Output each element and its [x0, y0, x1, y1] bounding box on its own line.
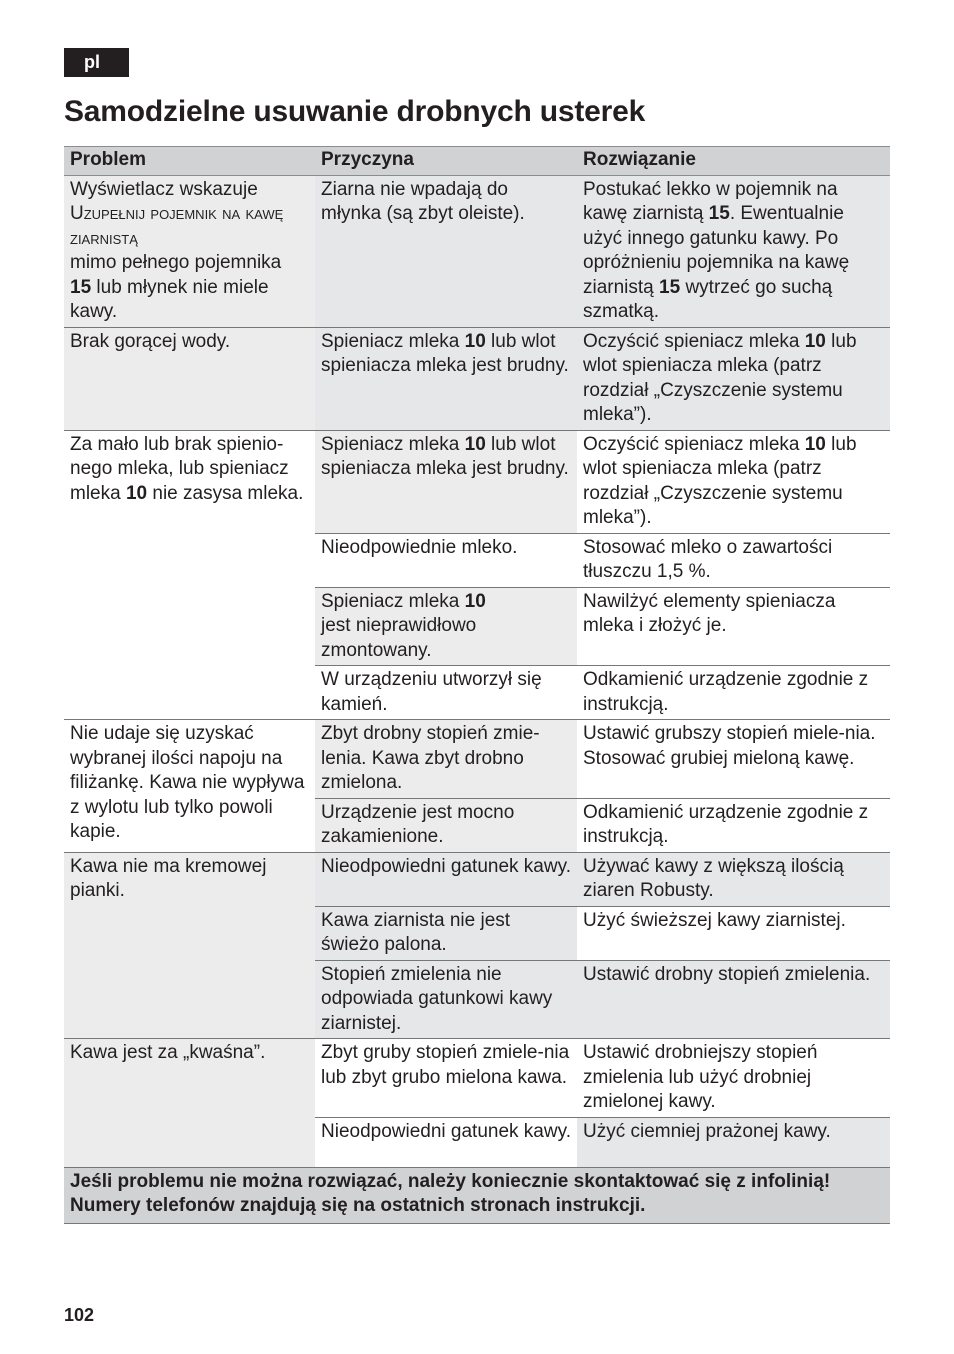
cause-cell [315, 430, 577, 533]
solution-text: wytrzeć go suchą szmatką. [583, 276, 833, 322]
problem-cell: Brak gorącej wody. [64, 327, 315, 430]
cause-cell: Zbyt drobny stopień zmie-lenia. Kawa zbyt drobno zmielona. [315, 720, 577, 799]
table-header-row [64, 147, 890, 176]
cause-text: Spieniacz mleka [321, 330, 465, 352]
solution-cell: Użyć świeższej kawy ziarnistej. [577, 906, 890, 960]
problem-cell: Kawa jest za „kwaśna”. [64, 1039, 315, 1168]
cause-cell: Nieodpowiedni gatunek kawy. [315, 1117, 577, 1167]
problem-cell [64, 430, 315, 720]
solution-cell: Użyć ciemniej prażonej kawy. [577, 1117, 890, 1167]
header-solution: Rozwiązanie [577, 147, 890, 176]
part-number: 15 [708, 203, 730, 224]
footer-note-line: Jeśli problemu nie można rozwiązać, należy koniecznie skontaktować się z infolinią! [70, 1170, 831, 1192]
solution-cell: Ustawić grubszy stopień miele-nia. Stosować grubiej mieloną kawę. [577, 720, 890, 799]
solution-cell [577, 327, 890, 430]
cause-cell: Kawa ziarnista nie jest świeżo palona. [315, 906, 577, 960]
problem-text: Wyświetlacz wskazuje [70, 178, 258, 200]
table-row [64, 1039, 890, 1118]
cause-cell: W urządzeniu utworzył się kamień. [315, 666, 577, 720]
solution-text: lub wlot spieniacza mleka (patrz rozdział „Czyszczenie systemu mleka”). [583, 433, 857, 528]
part-number: 10 [464, 590, 486, 612]
cause-cell [315, 587, 577, 666]
problem-text: lub młynek nie miele kawy. [70, 276, 269, 322]
solution-text: Postukać lekko w pojemnik na kawę ziarnistą [583, 178, 838, 224]
language-tab: pl [64, 48, 129, 77]
solution-cell [577, 430, 890, 533]
cause-cell [315, 327, 577, 430]
footer-note-row [64, 1167, 890, 1223]
part-number: 10 [464, 330, 486, 352]
cause-cell: Stopień zmielenia nie odpowiada gatunkowi kawy ziarnistej. [315, 960, 577, 1039]
table-row [64, 852, 890, 906]
solution-cell [577, 175, 890, 327]
cause-cell: Ziarna nie wpadają do młynka (są zbyt oleiste). [315, 175, 577, 327]
problem-text: mimo pełnego pojemnika [70, 252, 282, 273]
cause-cell: Nieodpowiedni gatunek kawy. [315, 852, 577, 906]
table-row [64, 720, 890, 799]
solution-cell: Odkamienić urządzenie zgodnie z instrukcją. [577, 798, 890, 852]
cause-cell: Urządzenie jest mocno zakamienione. [315, 798, 577, 852]
part-number: 10 [804, 433, 826, 455]
problem-cell: Kawa nie ma kremowej pianki. [64, 852, 315, 1039]
solution-cell: Ustawić drobniejszy stopień zmielenia lub użyć drobniej zmielonej kawy. [577, 1039, 890, 1118]
header-cause: Przyczyna [315, 147, 577, 176]
footer-note [64, 1167, 890, 1223]
header-problem: Problem [64, 147, 315, 176]
cause-text: jest nieprawidłowo zmontowany. [321, 615, 477, 661]
problem-text: nie zasysa mleka. [147, 482, 304, 504]
problem-text: Za mało lub brak spienio-nego mleka, lub spieniacz mleka [70, 433, 289, 504]
table-row [64, 175, 890, 327]
page-title: Samodzielne usuwanie drobnych usterek [64, 95, 646, 128]
solution-cell: Używać kawy z większą ilością ziaren Robusty. [577, 852, 890, 906]
display-message: Uzupełnij pojemnik na kawę ziarnistą [70, 203, 284, 249]
part-number: 15 [659, 276, 681, 298]
part-number: 10 [125, 482, 148, 504]
part-number: 10 [804, 330, 826, 352]
cause-text: lub wlot spieniacza mleka jest brudny. [321, 433, 569, 479]
solution-cell: Nawilżyć elementy spieniacza mleka i złożyć je. [577, 587, 890, 666]
cause-text: lub wlot spieniacza mleka jest brudny. [321, 330, 569, 376]
cause-text: Spieniacz mleka [321, 433, 465, 455]
solution-text: . Ewentualnie użyć innego gatunku kawy. Po opróżnieniu pojemnika na kawę ziarnistą [583, 203, 850, 298]
part-number: 10 [464, 433, 486, 455]
solution-cell: Odkamienić urządzenie zgodnie z instrukcją. [577, 666, 890, 720]
table-row [64, 430, 890, 533]
part-number: 15 [70, 276, 92, 298]
solution-text: Oczyścić spieniacz mleka [583, 433, 805, 455]
troubleshooting-table [64, 146, 890, 1224]
solution-text: Oczyścić spieniacz mleka [583, 330, 805, 352]
solution-cell: Ustawić drobny stopień zmielenia. [577, 960, 890, 1039]
problem-cell [64, 175, 315, 327]
solution-cell: Stosować mleko o zawartości tłuszczu 1,5 %. [577, 533, 890, 587]
cause-cell: Nieodpowiednie mleko. [315, 533, 577, 587]
footer-note-line: Numery telefonów znajdują się na ostatnich stronach instrukcji. [70, 1195, 646, 1216]
table-row [64, 327, 890, 430]
cause-text: Spieniacz mleka [321, 590, 465, 612]
page-number: 102 [64, 1305, 95, 1325]
problem-cell: Nie udaje się uzyskać wybranej ilości napoju na filiżankę. Kawa nie wypływa z wylotu lub tylko powoli kapie. [64, 720, 315, 853]
cause-cell: Zbyt gruby stopień zmiele-nia lub zbyt grubo mielona kawa. [315, 1039, 577, 1118]
solution-text: lub wlot spieniacza mleka (patrz rozdział „Czyszczenie systemu mleka”). [583, 330, 857, 425]
